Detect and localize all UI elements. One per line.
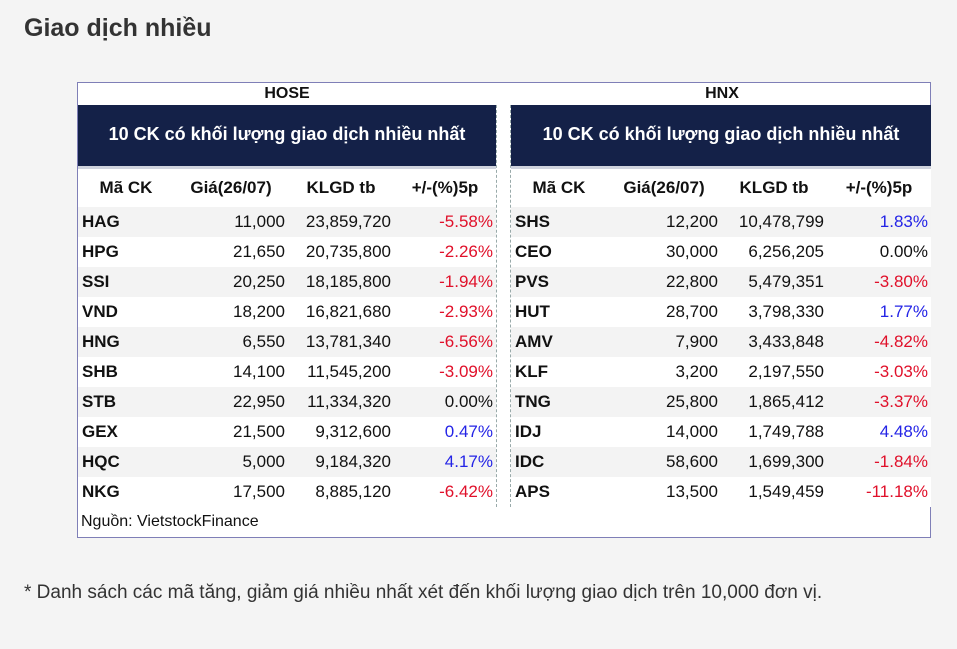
hnx-panel: [510, 105, 931, 507]
volume-cell: 3,798,330: [748, 302, 824, 321]
stock-symbol: APS: [515, 482, 550, 501]
stock-symbol: KLF: [515, 362, 549, 381]
hose-panel-title: 10 CK có khối lượng giao dịch nhiều nhất: [78, 105, 496, 169]
price-cell: 20,250: [174, 267, 288, 297]
table-row: [78, 207, 496, 237]
table-row: [511, 237, 931, 267]
stock-symbol: GEX: [82, 422, 118, 441]
change-cell: 4.48%: [879, 422, 928, 441]
stock-symbol: IDC: [511, 447, 607, 477]
table-row: [78, 267, 496, 297]
table-row: [78, 237, 496, 267]
volume-cell: 6,256,205: [748, 242, 824, 261]
volume-cell: 5,479,351: [721, 267, 827, 297]
hose-table: [78, 169, 496, 507]
price-cell: 3,200: [675, 362, 718, 381]
change-cell: -3.03%: [874, 362, 928, 381]
change-cell: 1.77%: [879, 302, 928, 321]
hnx-exchange-label: HNX: [705, 85, 739, 102]
price-cell: 25,800: [607, 387, 721, 417]
price-cell: 21,650: [233, 242, 285, 261]
change-cell: 0.00%: [394, 387, 496, 417]
volume-cell: 16,821,680: [305, 302, 391, 321]
page-heading: Giao dịch nhiều: [24, 14, 212, 42]
price-cell: 7,900: [607, 327, 721, 357]
table-row: [78, 297, 496, 327]
volume-cell: 1,549,459: [748, 482, 824, 501]
volume-cell: 1,749,788: [748, 422, 824, 441]
change-cell: -3.80%: [827, 267, 931, 297]
table-row: [511, 207, 931, 237]
change-cell: 0.47%: [444, 422, 493, 441]
volume-cell: 9,184,320: [288, 447, 394, 477]
table-row: [511, 477, 931, 507]
table-row: [511, 327, 931, 357]
trading-table-image: [77, 82, 931, 538]
change-cell: -5.58%: [394, 207, 496, 237]
source-note: Nguồn: VietstockFinance: [81, 513, 259, 530]
volume-cell: 23,859,720: [288, 207, 394, 237]
price-cell: 22,800: [607, 267, 721, 297]
hose-table-body: [78, 207, 496, 507]
change-cell: -1.94%: [394, 267, 496, 297]
price-cell: 28,700: [666, 302, 718, 321]
stock-symbol: HPG: [82, 242, 119, 261]
price-cell: 18,200: [233, 302, 285, 321]
change-cell: -2.26%: [439, 242, 493, 261]
stock-symbol: SHS: [511, 207, 607, 237]
price-cell: 14,100: [233, 362, 285, 381]
stock-symbol: STB: [78, 387, 174, 417]
table-row: [511, 357, 931, 387]
table-row: [78, 417, 496, 447]
hose-header-row: [78, 169, 496, 207]
table-row: [78, 477, 496, 507]
table-row: [511, 267, 931, 297]
stock-symbol: HUT: [515, 302, 550, 321]
hnx-header-row: [511, 169, 931, 207]
footnote: * Danh sách các mã tăng, giảm giá nhiều nhất xét đến khối lượng giao dịch trên 10,000 đơn vị.: [24, 582, 823, 603]
table-row: [511, 447, 931, 477]
change-cell: 0.00%: [879, 242, 928, 261]
table-row: [511, 417, 931, 447]
hose-exchange-label: HOSE: [264, 85, 310, 102]
stock-symbol: VND: [82, 302, 118, 321]
stock-symbol: IDJ: [515, 422, 542, 441]
table-row: [78, 327, 496, 357]
hnx-panel-title: 10 CK có khối lượng giao dịch nhiều nhất: [511, 105, 931, 169]
price-cell: 58,600: [607, 447, 721, 477]
volume-cell: 11,545,200: [307, 362, 391, 381]
price-cell: 12,200: [607, 207, 721, 237]
col-header-symbol: Mã CK: [99, 178, 153, 197]
hnx-table: [511, 169, 931, 507]
col-header-change: +/-(%)5p: [411, 178, 479, 197]
change-cell: -4.82%: [827, 327, 931, 357]
table-row: [511, 387, 931, 417]
price-cell: 30,000: [666, 242, 718, 261]
col-header-price: Giá(26/07): [623, 178, 705, 197]
price-cell: 14,000: [666, 422, 718, 441]
change-cell: -11.18%: [865, 482, 928, 501]
volume-cell: 13,781,340: [288, 327, 394, 357]
volume-cell: 8,885,120: [315, 482, 391, 501]
price-cell: 17,500: [233, 482, 285, 501]
volume-cell: 3,433,848: [721, 327, 827, 357]
col-header-price: Giá(26/07): [190, 178, 272, 197]
volume-cell: 1,699,300: [721, 447, 827, 477]
change-cell: -2.93%: [439, 302, 493, 321]
change-cell: -6.56%: [394, 327, 496, 357]
stock-symbol: HAG: [78, 207, 174, 237]
price-cell: 22,950: [174, 387, 288, 417]
price-cell: 6,550: [174, 327, 288, 357]
volume-cell: 10,478,799: [721, 207, 827, 237]
volume-cell: 18,185,800: [288, 267, 394, 297]
volume-cell: 1,865,412: [721, 387, 827, 417]
price-cell: 5,000: [174, 447, 288, 477]
change-cell: 1.83%: [827, 207, 931, 237]
change-cell: -3.37%: [827, 387, 931, 417]
price-cell: 11,000: [174, 207, 288, 237]
col-header-change: +/-(%)5p: [845, 178, 913, 197]
volume-cell: 11,334,320: [288, 387, 394, 417]
price-cell: 21,500: [233, 422, 285, 441]
stock-symbol: CEO: [515, 242, 552, 261]
stock-symbol: SHB: [82, 362, 118, 381]
change-cell: -1.84%: [827, 447, 931, 477]
stock-symbol: TNG: [511, 387, 607, 417]
stock-symbol: SSI: [78, 267, 174, 297]
change-cell: 4.17%: [394, 447, 496, 477]
col-header-symbol: Mã CK: [532, 178, 586, 197]
table-row: [78, 387, 496, 417]
stock-symbol: NKG: [82, 482, 120, 501]
stock-symbol: PVS: [511, 267, 607, 297]
hose-panel: [78, 105, 497, 507]
volume-cell: 9,312,600: [315, 422, 391, 441]
stock-symbol: HNG: [78, 327, 174, 357]
stock-symbol: AMV: [511, 327, 607, 357]
price-cell: 13,500: [666, 482, 718, 501]
stock-symbol: HQC: [78, 447, 174, 477]
col-header-volume: KLGD tb: [306, 178, 376, 197]
volume-cell: 20,735,800: [305, 242, 391, 261]
change-cell: -6.42%: [439, 482, 493, 501]
table-row: [78, 447, 496, 477]
table-row: [78, 357, 496, 387]
volume-cell: 2,197,550: [748, 362, 824, 381]
change-cell: -3.09%: [439, 362, 493, 381]
col-header-volume: KLGD tb: [739, 178, 809, 197]
hnx-table-body: [511, 207, 931, 507]
table-row: [511, 297, 931, 327]
